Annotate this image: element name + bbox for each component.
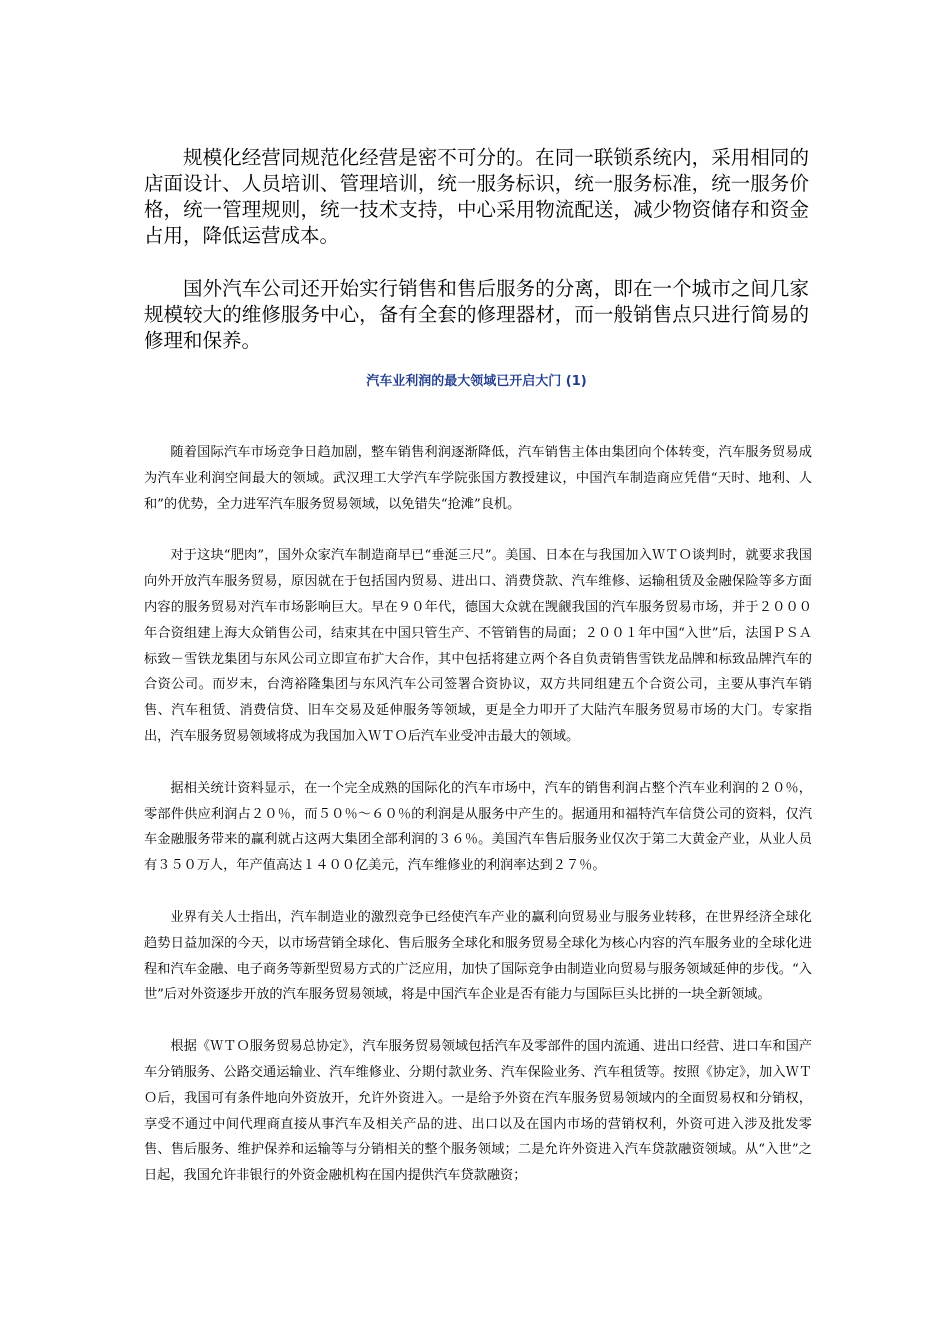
article-paragraph: 根据《ＷＴＯ服务贸易总协定》，汽车服务贸易领域包括汽车及零部件的国内流通、进出口经营、进口车和国产车分销服务、公路交通运输业、汽车维修业、分期付款业务、汽车保险业务、汽车租赁等。按照《协定》，加入ＷＴＯ后，我国可有条件地向外资放开，允许外资进入。一是给予外资在汽车服务贸易领域内的全面贸易权和分销权，享受不通过中间代理商直接从事汽车及相关产品的进、出口以及在国内市场的营销权利，外资可进入涉及批发零售、售后服务、维护保养和运输等与分销相关的整个服务领域；二是允许外资进入汽车贷款融资领域。从“入世”之日起，我国允许非银行的外资金融机构在国内提供汽车贷款融资； (144, 1039, 812, 1184)
article-paragraph: 据相关统计资料显示，在一个完全成熟的国际化的汽车市场中，汽车的销售利润占整个汽车业利润的２０％，零部件供应利润占２０％，而５０％～６０％的利润是从服务中产生的。据通用和福特汽车信贷公司的资料，仅汽车金融服务带来的赢利就占这两大集团全部利润的３６％。美国汽车售后服务业仅次于第二大黄金产业，从业人员有３５０万人，年产值高达１４００亿美元，汽车维修业的利润率达到２７％。 (144, 780, 812, 874)
intro-section (144, 145, 809, 381)
article-paragraph: 业界有关人士指出，汽车制造业的激烈竞争已经使汽车产业的赢利向贸易业与服务业转移，在世界经济全球化趋势日益加深的今天，以市场营销全球化、售后服务全球化和服务贸易全球化为核心内容的汽车服务业的全球化进程和汽车金融、电子商务等新型贸易方式的广泛应用，加快了国际竞争由制造业向贸易与服务领域延伸的步伐。“入世”后对外资逐步开放的汽车服务贸易领域，将是中国汽车企业是否有能力与国际巨头比拼的一块全新领域。 (144, 909, 812, 1003)
intro-paragraph: 规模化经营同规范化经营是密不可分的。在同一联锁系统内，采用相同的店面设计、人员培训、管理培训，统一服务标识，统一服务标准，统一服务价格，统一管理规则，统一技术支持，中心采用物流配送，减少物资储存和资金占用，降低运营成本。 (144, 146, 809, 247)
article-title: 汽车业利润的最大领域已开启大门 (1) (366, 374, 587, 389)
article-paragraph: 对于这块“肥肉”，国外众家汽车制造商早已“垂涎三尺”。美国、日本在与我国加入ＷＴＯ谈判时，就要求我国向外开放汽车服务贸易，原因就在于包括国内贸易、进出口、消费贷款、汽车维修、运输租赁及金融保险等多方面内容的服务贸易对汽车市场影响巨大。早在９０年代，德国大众就在觊觎我国的汽车服务贸易市场，并于２０００年合资组建上海大众销售公司，结束其在中国只管生产、不管销售的局面；２００１年中国“入世”后，法国ＰＳＡ标致－雪铁龙集团与东风公司立即宣布扩大合作，其中包括将建立两个各自负责销售雪铁龙品牌和标致品牌汽车的合资公司。而岁末，台湾裕隆集团与东风汽车公司签署合资协议，双方共同组建五个合资公司，主要从事汽车销售、汽车租赁、消费信贷、旧车交易及延伸服务等领域，更是全力叩开了大陆汽车服务贸易市场的大门。专家指出，汽车服务贸易领域将成为我国加入ＷＴＯ后汽车业受冲击最大的领域。 (144, 548, 812, 744)
article-paragraph: 随着国际汽车市场竞争日趋加剧，整车销售利润逐渐降低，汽车销售主体由集团向个体转变，汽车服务贸易成为汽车业利润空间最大的领域。武汉理工大学汽车学院张国方教授建议，中国汽车制造商应凭借“天时、地利、人和”的优势，全力进军汽车服务贸易领域，以免错失“抢滩”良机。 (144, 445, 812, 512)
article-body (144, 440, 812, 1215)
intro-paragraph: 国外汽车公司还开始实行销售和售后服务的分离，即在一个城市之间几家规模较大的维修服务中心，备有全套的修理器材，而一般销售点只进行简易的修理和保养。 (144, 277, 809, 352)
